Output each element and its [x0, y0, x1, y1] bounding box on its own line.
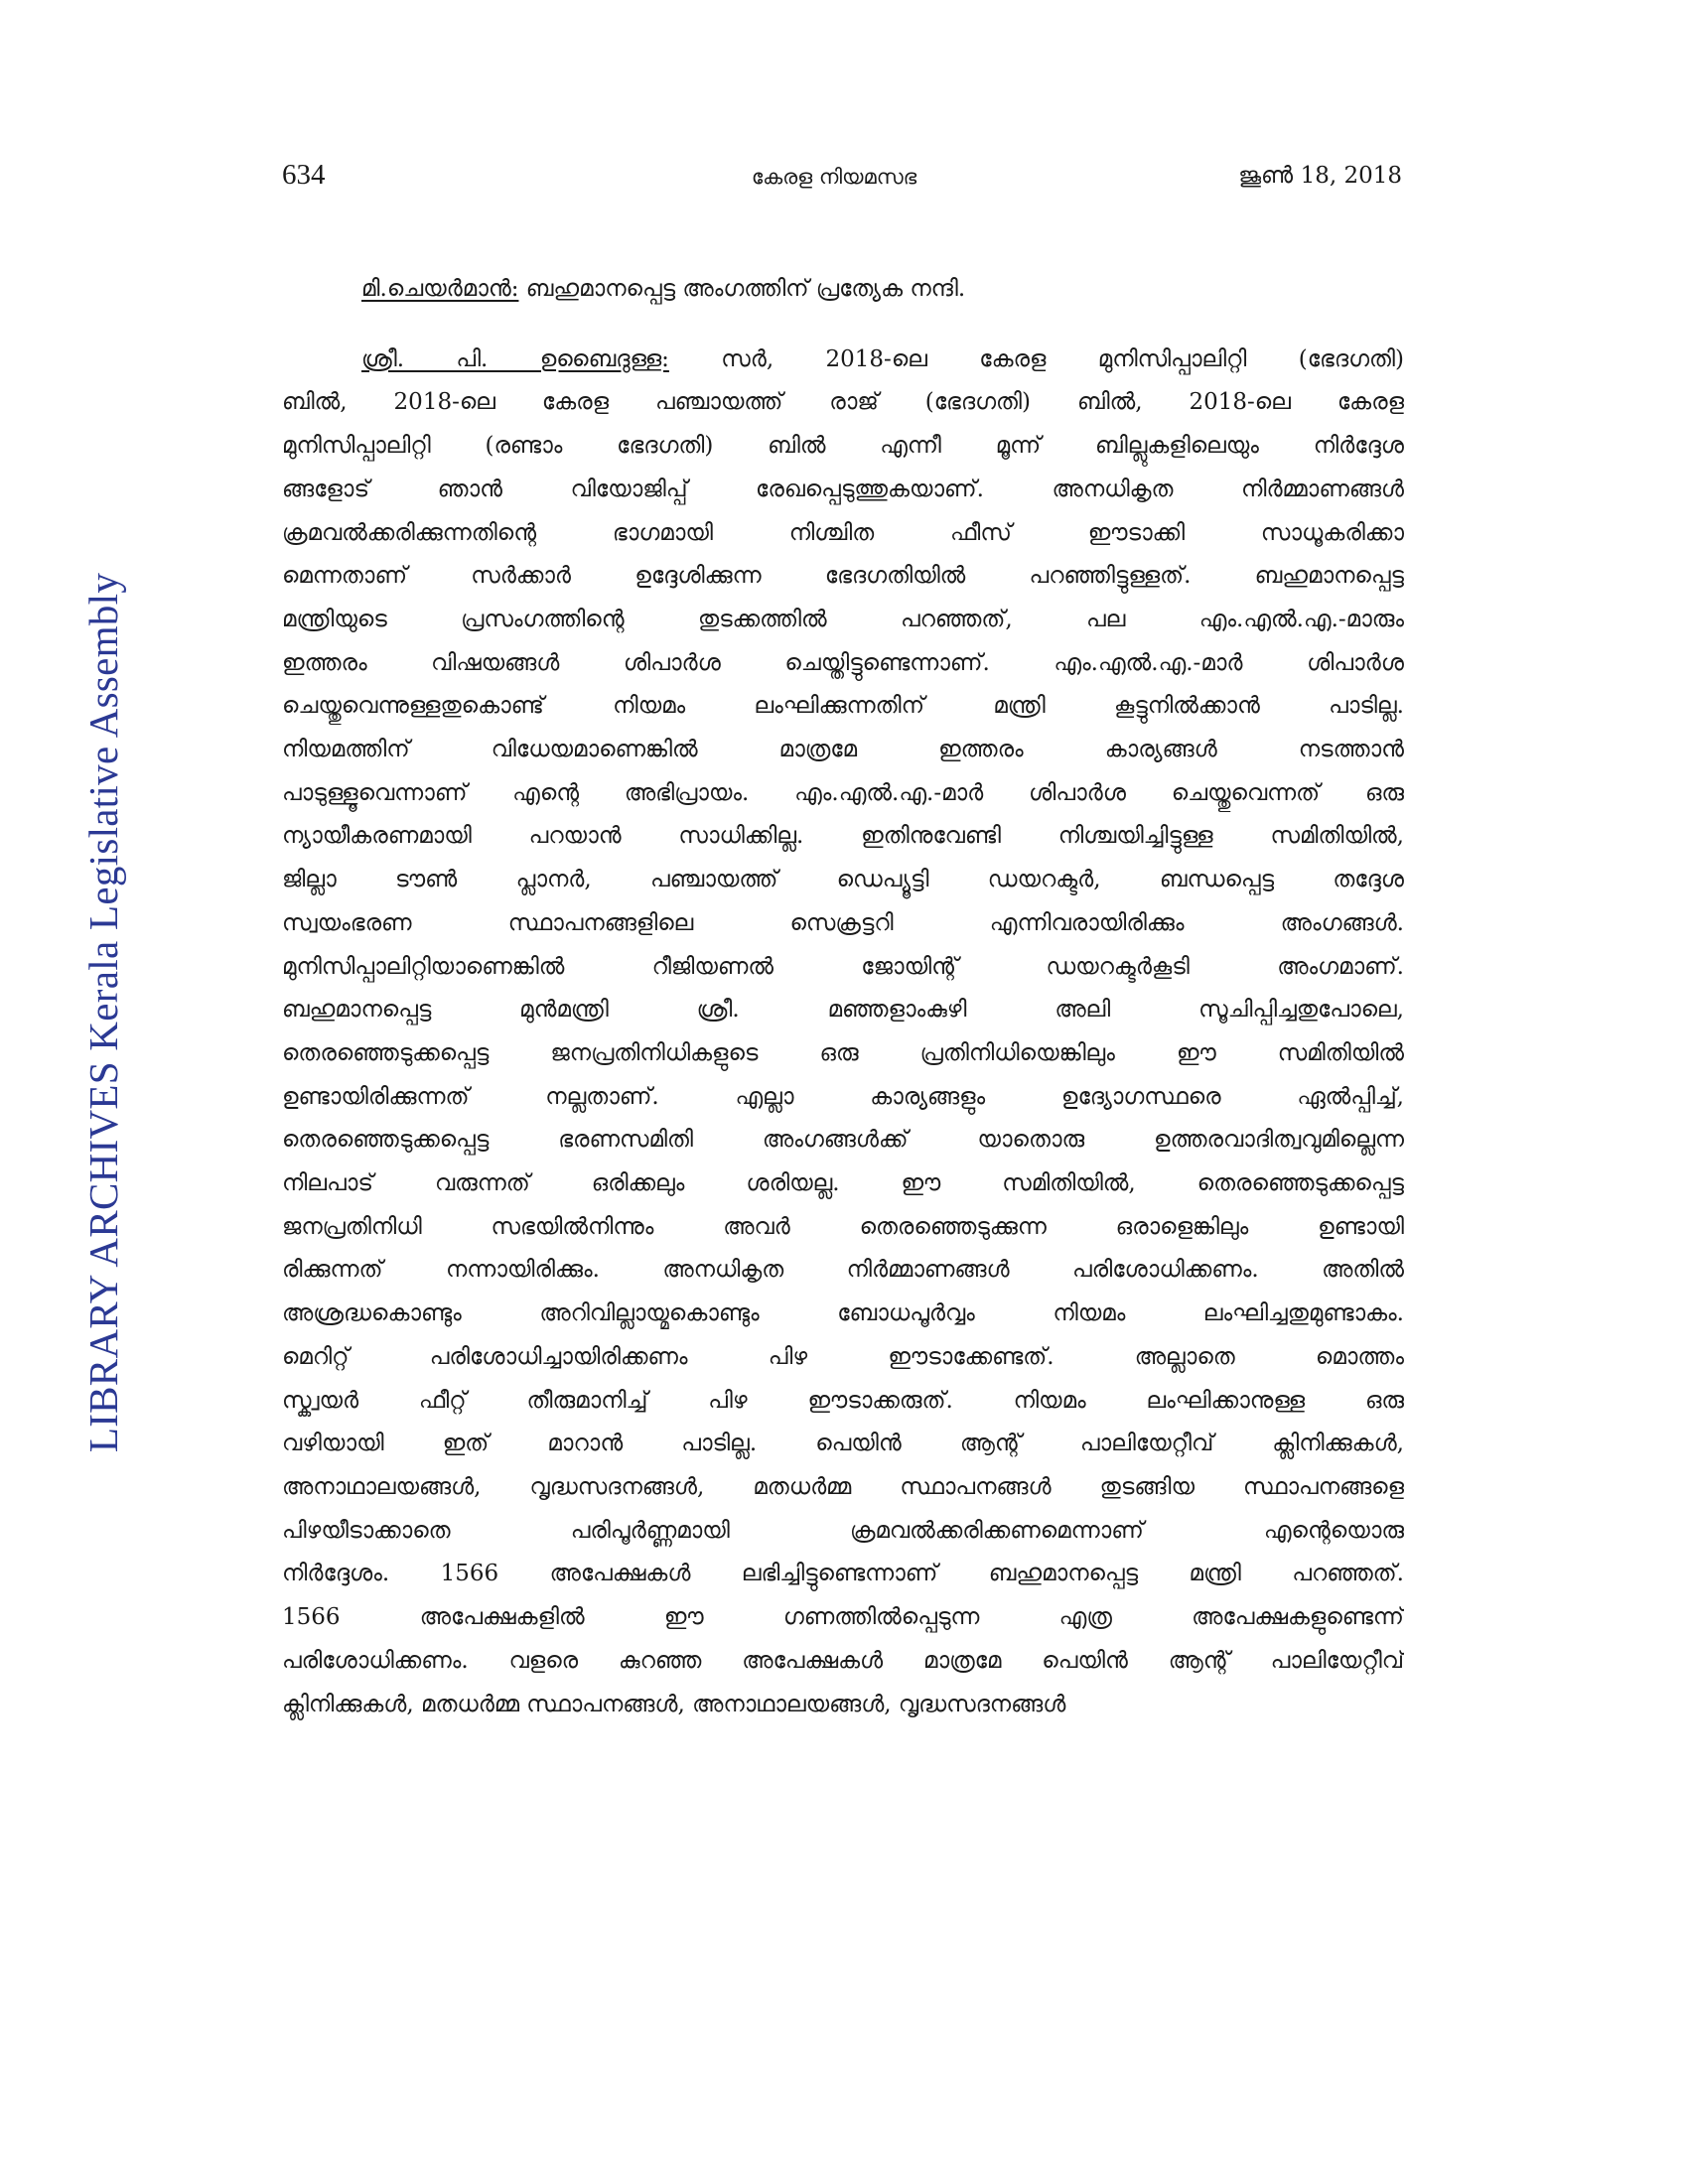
text-line: [282, 1553, 1404, 1596]
line-text: തെരഞ്ഞെടുക്കപ്പെട്ട ജനപ്രതിനിധികളുടെ ഒരു പ്രതിനിധിയെങ്കിലും ഈ സമിതിയിൽ: [282, 1039, 1404, 1066]
running-title: കേരള നിയമസഭ: [751, 165, 917, 189]
line-text: ജനപ്രതിനിധി സഭയിൽനിന്നും അവർ തെരഞ്ഞെടുക്കുന്ന ഒരാളെങ്കിലും ഉണ്ടായി: [282, 1213, 1404, 1240]
line-text: രിക്കുന്നത് നന്നായിരിക്കും. അനധികൃത നിർമ്മാണങ്ങൾ പരിശോധിക്കണം. അതിൽ: [282, 1257, 1404, 1284]
text-line: [282, 381, 1404, 425]
document-body: [282, 268, 1404, 1726]
text-line: [282, 339, 1404, 382]
line-text: ഉണ്ടായിരിക്കുന്നത് നല്ലതാണ്. എല്ലാ കാര്യങ്ങളും ഉദ്യോഗസ്ഥരെ ഏൽപ്പിച്ച്,: [282, 1083, 1404, 1110]
text-line: [282, 599, 1404, 642]
line-text: നിർദ്ദേശം. 1566 അപേക്ഷകൾ ലഭിച്ചിട്ടുണ്ടെന്നാണ് ബഹുമാനപ്പെട്ട മന്ത്രി പറഞ്ഞത്.: [282, 1561, 1404, 1587]
line-text: മന്ത്രിയുടെ പ്രസംഗത്തിന്റെ തുടക്കത്തിൽ പറഞ്ഞത്, പല എം.എൽ.എ.-മാരും: [282, 606, 1404, 632]
text-line: [282, 469, 1404, 512]
line-text: 1566 അപേക്ഷകളിൽ ഈ ഗണത്തിൽപ്പെടുന്ന എത്ര അപേക്ഷകളുണ്ടെന്ന്: [282, 1604, 1404, 1631]
archive-watermark: LIBRARY ARCHIVES Kerala Legislative Assembly: [80, 572, 126, 1453]
line-text: പാടുള്ളൂവെന്നാണ് എന്റെ അഭിപ്രായം. എം.എൽ.എ.-മാർ ശിപാർശ ചെയ്തുവെന്നത് ഒരു: [282, 779, 1404, 806]
line-text: പിഴയീടാക്കാതെ പരിപൂർണ്ണമായി ക്രമവൽക്കരിക്കണമെന്നാണ് എന്റെയൊരു: [282, 1517, 1404, 1544]
line-text: ന്യായീകരണമായി പറയാൻ സാധിക്കില്ല. ഇതിനുവേണ്ടി നിശ്ചയിച്ചിട്ടുള്ള സമിതിയിൽ,: [282, 823, 1404, 850]
text-line: [282, 425, 1404, 469]
text-line: [282, 1032, 1404, 1076]
line-text: സർ, 2018-ലെ കേരള മുനിസിപ്പാലിറ്റി (ഭേദഗതി): [668, 345, 1404, 372]
paragraph-chairman: [282, 268, 1404, 312]
text-line: [282, 772, 1404, 816]
line-text: മെന്നതാണ് സർക്കാർ ഉദ്ദേശിക്കുന്ന ഭേദഗതിയിൽ പറഞ്ഞിട്ടുള്ളത്. ബഹുമാനപ്പെട്ട: [282, 563, 1404, 590]
line-text: സ്ക്വയർ ഫീറ്റ് തീരുമാനിച്ച് പിഴ ഈടാക്കരുത്. നിയമം ലംഘിക്കാനുള്ള ഒരു: [282, 1387, 1404, 1414]
text-line: [282, 685, 1404, 729]
line-text: അശ്രദ്ധകൊണ്ടും അറിവില്ലായ്മകൊണ്ടും ബോധപൂർവ്വം നിയമം ലംഘിച്ചതുമുണ്ടാകം.: [282, 1300, 1404, 1327]
line-text: ജില്ലാ ടൗൺ പ്ലാനർ, പഞ്ചായത്ത് ഡെപ്യൂട്ടി ഡയറക്ടർ, ബന്ധപ്പെട്ട തദ്ദേശ: [282, 867, 1404, 893]
text-line: [282, 729, 1404, 772]
text-line: [282, 1293, 1404, 1336]
line-text: ബഹുമാനപ്പെട്ട മുൻമന്ത്രി ശ്രീ. മഞ്ഞളാംകുഴി അലി സൂചിപ്പിച്ചതുപോലെ,: [282, 997, 1404, 1024]
line-text: ചെയ്തുവെന്നുള്ളതുകൊണ്ട് നിയമം ലംഘിക്കുന്നതിന് മന്ത്രി കൂട്ടുനിൽക്കാൻ പാടില്ല.: [282, 693, 1404, 720]
text-line: [282, 1119, 1404, 1162]
line-text: ക്രമവൽക്കരിക്കുന്നതിന്റെ ഭാഗമായി നിശ്ചിത ഫീസ് ഈടാക്കി സാധൂകരിക്കാ: [282, 519, 1404, 546]
text-line: [282, 1076, 1404, 1120]
page-number: 634: [282, 159, 326, 191]
text-line: [282, 1249, 1404, 1293]
text-line: [282, 815, 1404, 859]
line-text: അനാഥാലയങ്ങൾ, വൃദ്ധസദനങ്ങൾ, മതധർമ്മ സ്ഥാപനങ്ങൾ തുടങ്ങിയ സ്ഥാപനങ്ങളെ: [282, 1473, 1404, 1500]
text-line: [282, 1684, 1404, 1727]
line-text: മെറിറ്റ് പരിശോധിച്ചായിരിക്കണം പിഴ ഈടാക്കേണ്ടത്. അല്ലാതെ മൊത്തം: [282, 1343, 1404, 1370]
line-text: ങ്ങളോട് ഞാൻ വിയോജിപ്പ് രേഖപ്പെടുത്തുകയാണ്. അനധികൃത നിർമ്മാണങ്ങൾ: [282, 476, 1404, 502]
line-text: നിയമത്തിന് വിധേയമാണെങ്കിൽ മാത്രമേ ഇത്തരം കാര്യങ്ങൾ നടത്താൻ: [282, 737, 1404, 763]
speaker-name: ശ്രീ. പി. ഉബൈദുള്ള:: [361, 345, 669, 372]
paragraph-ubaidulla: [282, 339, 1404, 1727]
line-text: മുനിസിപ്പാലിറ്റിയാണെങ്കിൽ റീജിയണൽ ജോയിന്റ് ഡയറക്ടർകൂടി അംഗമാണ്.: [282, 953, 1404, 980]
text-line: [282, 946, 1404, 990]
text-line: [282, 555, 1404, 599]
text-line: [282, 902, 1404, 946]
running-date: ജൂൺ 18, 2018: [1238, 163, 1402, 189]
line-text: തെരഞ്ഞെടുക്കപ്പെട്ട ഭരണസമിതി അംഗങ്ങൾക്ക് യാതൊരു ഉത്തരവാദിത്വവുമില്ലെന്ന: [282, 1127, 1404, 1154]
line-text: സ്വയംഭരണ സ്ഥാപനങ്ങളിലെ സെക്രട്ടറി എന്നിവരായിരിക്കും അംഗങ്ങൾ.: [282, 909, 1404, 936]
text-line: [282, 989, 1404, 1032]
text-line: [282, 512, 1404, 556]
text-line: [282, 1206, 1404, 1250]
text-line: [282, 859, 1404, 902]
speaker-name: മി.ചെയർമാൻ:: [361, 276, 519, 302]
text-line: [282, 1596, 1404, 1640]
text-line: [282, 1423, 1404, 1466]
line-text: വഴിയായി ഇത് മാറാൻ പാടില്ല. പെയിൻ ആന്റ് പാലിയേറ്റീവ് ക്ലിനിക്കുകൾ,: [282, 1431, 1404, 1457]
text-line: [282, 1640, 1404, 1684]
line-text: മുനിസിപ്പാലിറ്റി (രണ്ടാം ഭേദഗതി) ബിൽ എന്നീ മൂന്ന് ബില്ലുകളിലെയും നിർദ്ദേശ: [282, 433, 1404, 460]
text-line: [282, 1466, 1404, 1510]
line-text: ഇത്തരം വിഷയങ്ങൾ ശിപാർശ ചെയ്തിട്ടുണ്ടെന്നാണ്. എം.എൽ.എ.-മാർ ശിപാർശ: [282, 649, 1404, 676]
text-line: [282, 1336, 1404, 1380]
text-line: [282, 1162, 1404, 1206]
line-text: നിലപാട് വരുന്നത് ഒരിക്കലും ശരിയല്ല. ഈ സമിതിയിൽ, തെരഞ്ഞെടുക്കപ്പെട്ട: [282, 1170, 1404, 1197]
line-text: ക്ലിനിക്കുകൾ, മതധർമ്മ സ്ഥാപനങ്ങൾ, അനാഥാലയങ്ങൾ, വൃദ്ധസദനങ്ങൾ: [282, 1691, 1066, 1717]
line-text: പരിശോധിക്കണം. വളരെ കുറഞ്ഞ അപേക്ഷകൾ മാത്രമേ പെയിൻ ആന്റ് പാലിയേറ്റീവ്: [282, 1647, 1404, 1674]
line-text: ബിൽ, 2018-ലെ കേരള പഞ്ചായത്ത് രാജ് (ഭേദഗതി) ബിൽ, 2018-ലെ കേരള: [282, 389, 1404, 416]
text-line: [282, 642, 1404, 686]
text-line: [282, 1510, 1404, 1554]
text-line: [282, 1380, 1404, 1424]
paragraph-text: ബഹുമാനപ്പെട്ട അംഗത്തിന് പ്രത്യേക നന്ദി.: [518, 276, 966, 302]
